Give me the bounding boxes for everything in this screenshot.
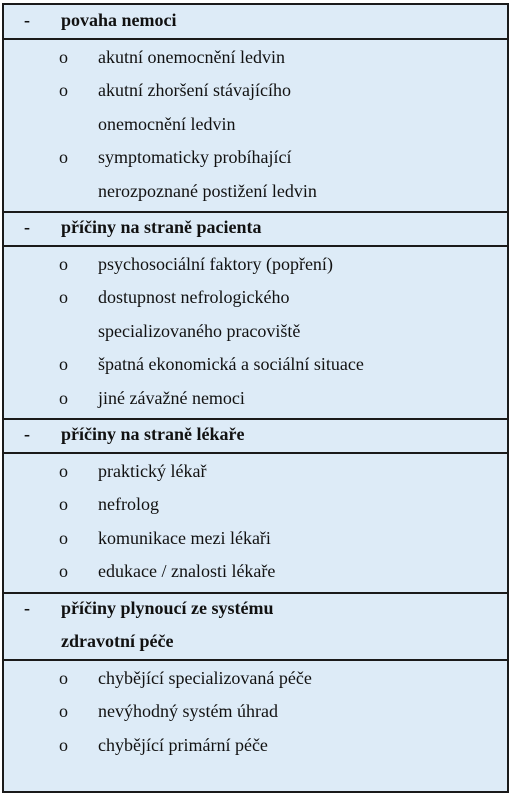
bullet-marker: o	[59, 701, 68, 721]
list-item-text: onemocnění ledvin	[98, 113, 236, 134]
list-item-text: symptomaticky probíhající	[98, 147, 292, 167]
section-divider	[4, 245, 507, 247]
list-item-text: akutní zhoršení stávajícího	[98, 80, 291, 100]
list-item-text: specializovaného pracoviště	[98, 320, 301, 341]
section-heading: povaha nemoci	[61, 10, 177, 30]
causes-table	[2, 3, 509, 793]
dash-marker: -	[24, 10, 30, 30]
bullet-marker: o	[59, 494, 68, 514]
bullet-marker: o	[59, 734, 68, 755]
list-item-text: chybějící primární péče	[98, 734, 268, 755]
list-item-text: nefrolog	[98, 494, 159, 514]
list-item-text: edukace / znalosti lékaře	[98, 561, 276, 581]
section-heading: zdravotní péče	[61, 631, 174, 651]
section-divider	[4, 659, 507, 661]
list-item-text: dostupnost nefrologického	[98, 287, 290, 307]
bullet-marker: o	[59, 354, 68, 374]
bullet-marker: o	[59, 387, 68, 408]
bullet-marker: o	[59, 527, 68, 548]
dash-marker: -	[24, 217, 30, 237]
bullet-marker: o	[59, 561, 68, 581]
list-item-text: komunikace mezi lékaři	[98, 527, 271, 548]
list-item-text: psychosociální faktory (popření)	[98, 253, 333, 274]
dash-marker: -	[24, 597, 30, 618]
section-divider	[4, 452, 507, 454]
list-item-text: nerozpoznané postižení ledvin	[98, 180, 317, 201]
bullet-marker: o	[59, 667, 68, 688]
section-divider	[4, 211, 507, 213]
list-item-text: jiné závažné nemoci	[98, 387, 245, 408]
bullet-marker: o	[59, 147, 68, 167]
list-item-text: akutní onemocnění ledvin	[98, 46, 285, 67]
section-divider	[4, 38, 507, 40]
section-divider	[4, 592, 507, 594]
list-item-text: nevýhodný systém úhrad	[98, 701, 278, 721]
list-item-text: špatná ekonomická a sociální situace	[98, 354, 364, 374]
bullet-marker: o	[59, 460, 68, 481]
section-divider	[4, 418, 507, 420]
section-heading: příčiny na straně pacienta	[61, 217, 262, 237]
section-heading: příčiny plynoucí ze systému	[61, 597, 274, 618]
bullet-marker: o	[59, 253, 68, 274]
bullet-marker: o	[59, 80, 68, 100]
bullet-marker: o	[59, 287, 68, 307]
dash-marker: -	[24, 424, 30, 444]
bullet-marker: o	[59, 46, 68, 67]
list-item-text: chybějící specializovaná péče	[98, 667, 312, 688]
list-item-text: praktický lékař	[98, 460, 207, 481]
section-heading: příčiny na straně lékaře	[61, 424, 245, 444]
